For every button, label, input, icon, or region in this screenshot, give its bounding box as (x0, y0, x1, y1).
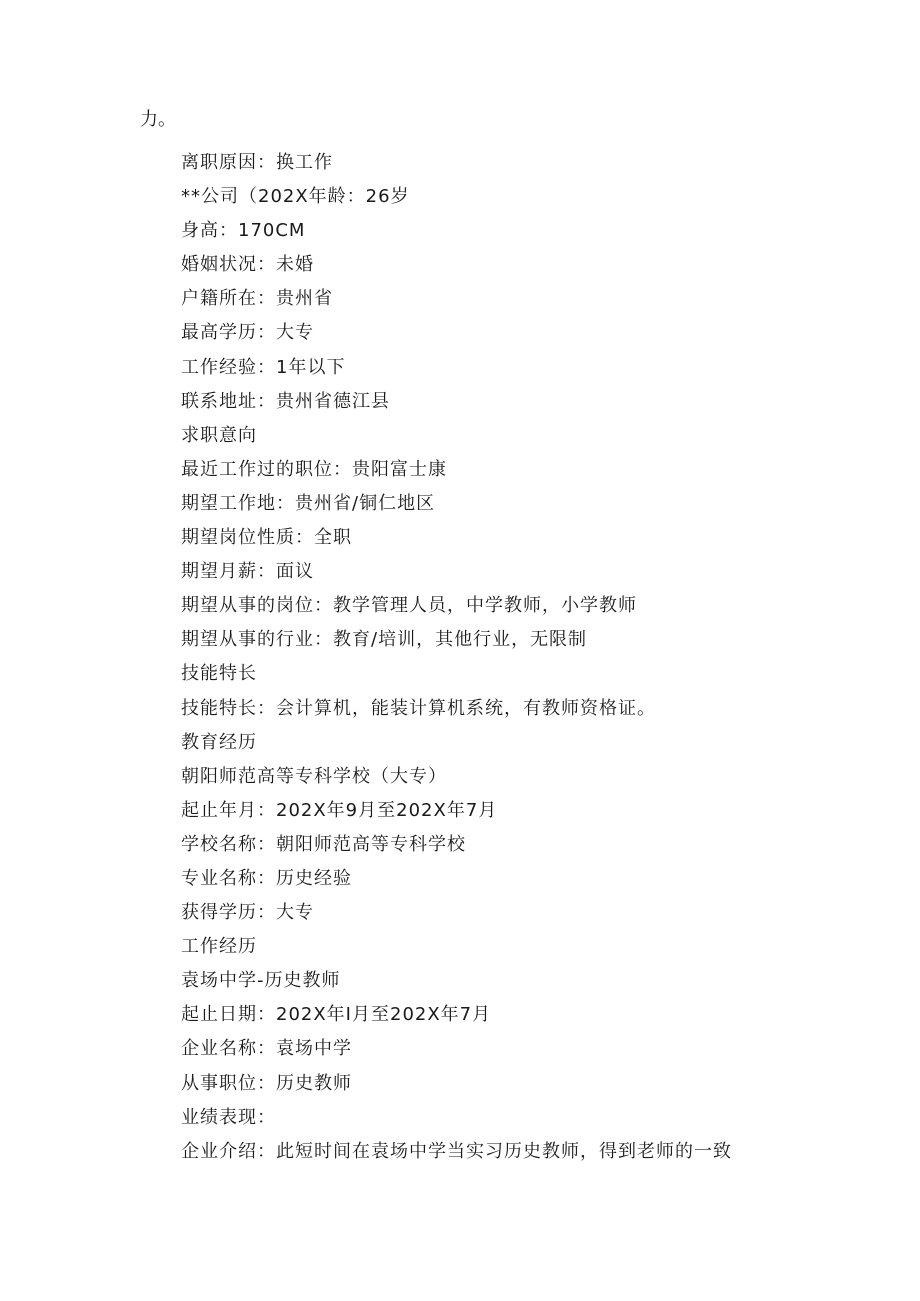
line-company-intro: 企业介绍：此短时间在袁场中学当实习历史教师，得到老师的一致 (181, 1140, 732, 1162)
line-contact-address: 联系地址：贵州省德江县 (181, 390, 390, 412)
line-highest-education: 最高学历：大专 (181, 322, 314, 344)
section-job-intention: 求职意向 (181, 424, 257, 446)
line-skills-detail: 技能特长：会计算机，能装计算机系统，有教师资格证。 (181, 697, 656, 719)
line-expected-location: 期望工作地：贵州省/铜仁地区 (181, 492, 436, 514)
line-school-name: 学校名称：朝阳师范高等专科学校 (181, 833, 466, 855)
section-skills: 技能特长 (181, 663, 257, 685)
line-position: 从事职位：历史教师 (181, 1072, 352, 1094)
line-major: 专业名称：历史经验 (181, 867, 352, 889)
line-school-title: 朝阳师范高等专科学校（大专） (181, 765, 447, 787)
line-recent-position: 最近工作过的职位：贵阳富士康 (181, 458, 447, 480)
section-education: 教育经历 (181, 731, 257, 753)
line-expected-job-type: 期望岗位性质：全职 (181, 527, 352, 549)
section-work-history: 工作经历 (181, 936, 257, 958)
line-company-name: 企业名称：袁场中学 (181, 1038, 352, 1060)
line-study-period: 起止年月：202X年9月至202X年7月 (181, 799, 498, 821)
line-performance: 业绩表现： (181, 1106, 276, 1128)
line-marital-status: 婚姻状况：未婚 (181, 254, 314, 276)
line-company-age: **公司（202X年龄：26岁 (181, 186, 410, 208)
line-height: 身高：170CM (181, 220, 306, 242)
line-job-title: 袁场中学-历史教师 (181, 970, 341, 992)
line-work-experience: 工作经验：1年以下 (181, 356, 346, 378)
continuation-line: 力。 (140, 109, 176, 130)
line-household-registration: 户籍所在：贵州省 (181, 288, 333, 310)
line-expected-salary: 期望月薪：面议 (181, 561, 314, 583)
line-expected-positions: 期望从事的岗位：教学管理人员，中学教师，小学教师 (181, 595, 637, 617)
line-leave-reason: 离职原因：换工作 (181, 152, 333, 173)
resume-lines (181, 146, 881, 1169)
line-degree: 获得学历：大专 (181, 902, 314, 924)
line-work-period: 起止日期：202X年I月至202X年7月 (181, 1004, 492, 1026)
line-expected-industries: 期望从事的行业：教育/培训，其他行业，无限制 (181, 629, 588, 651)
